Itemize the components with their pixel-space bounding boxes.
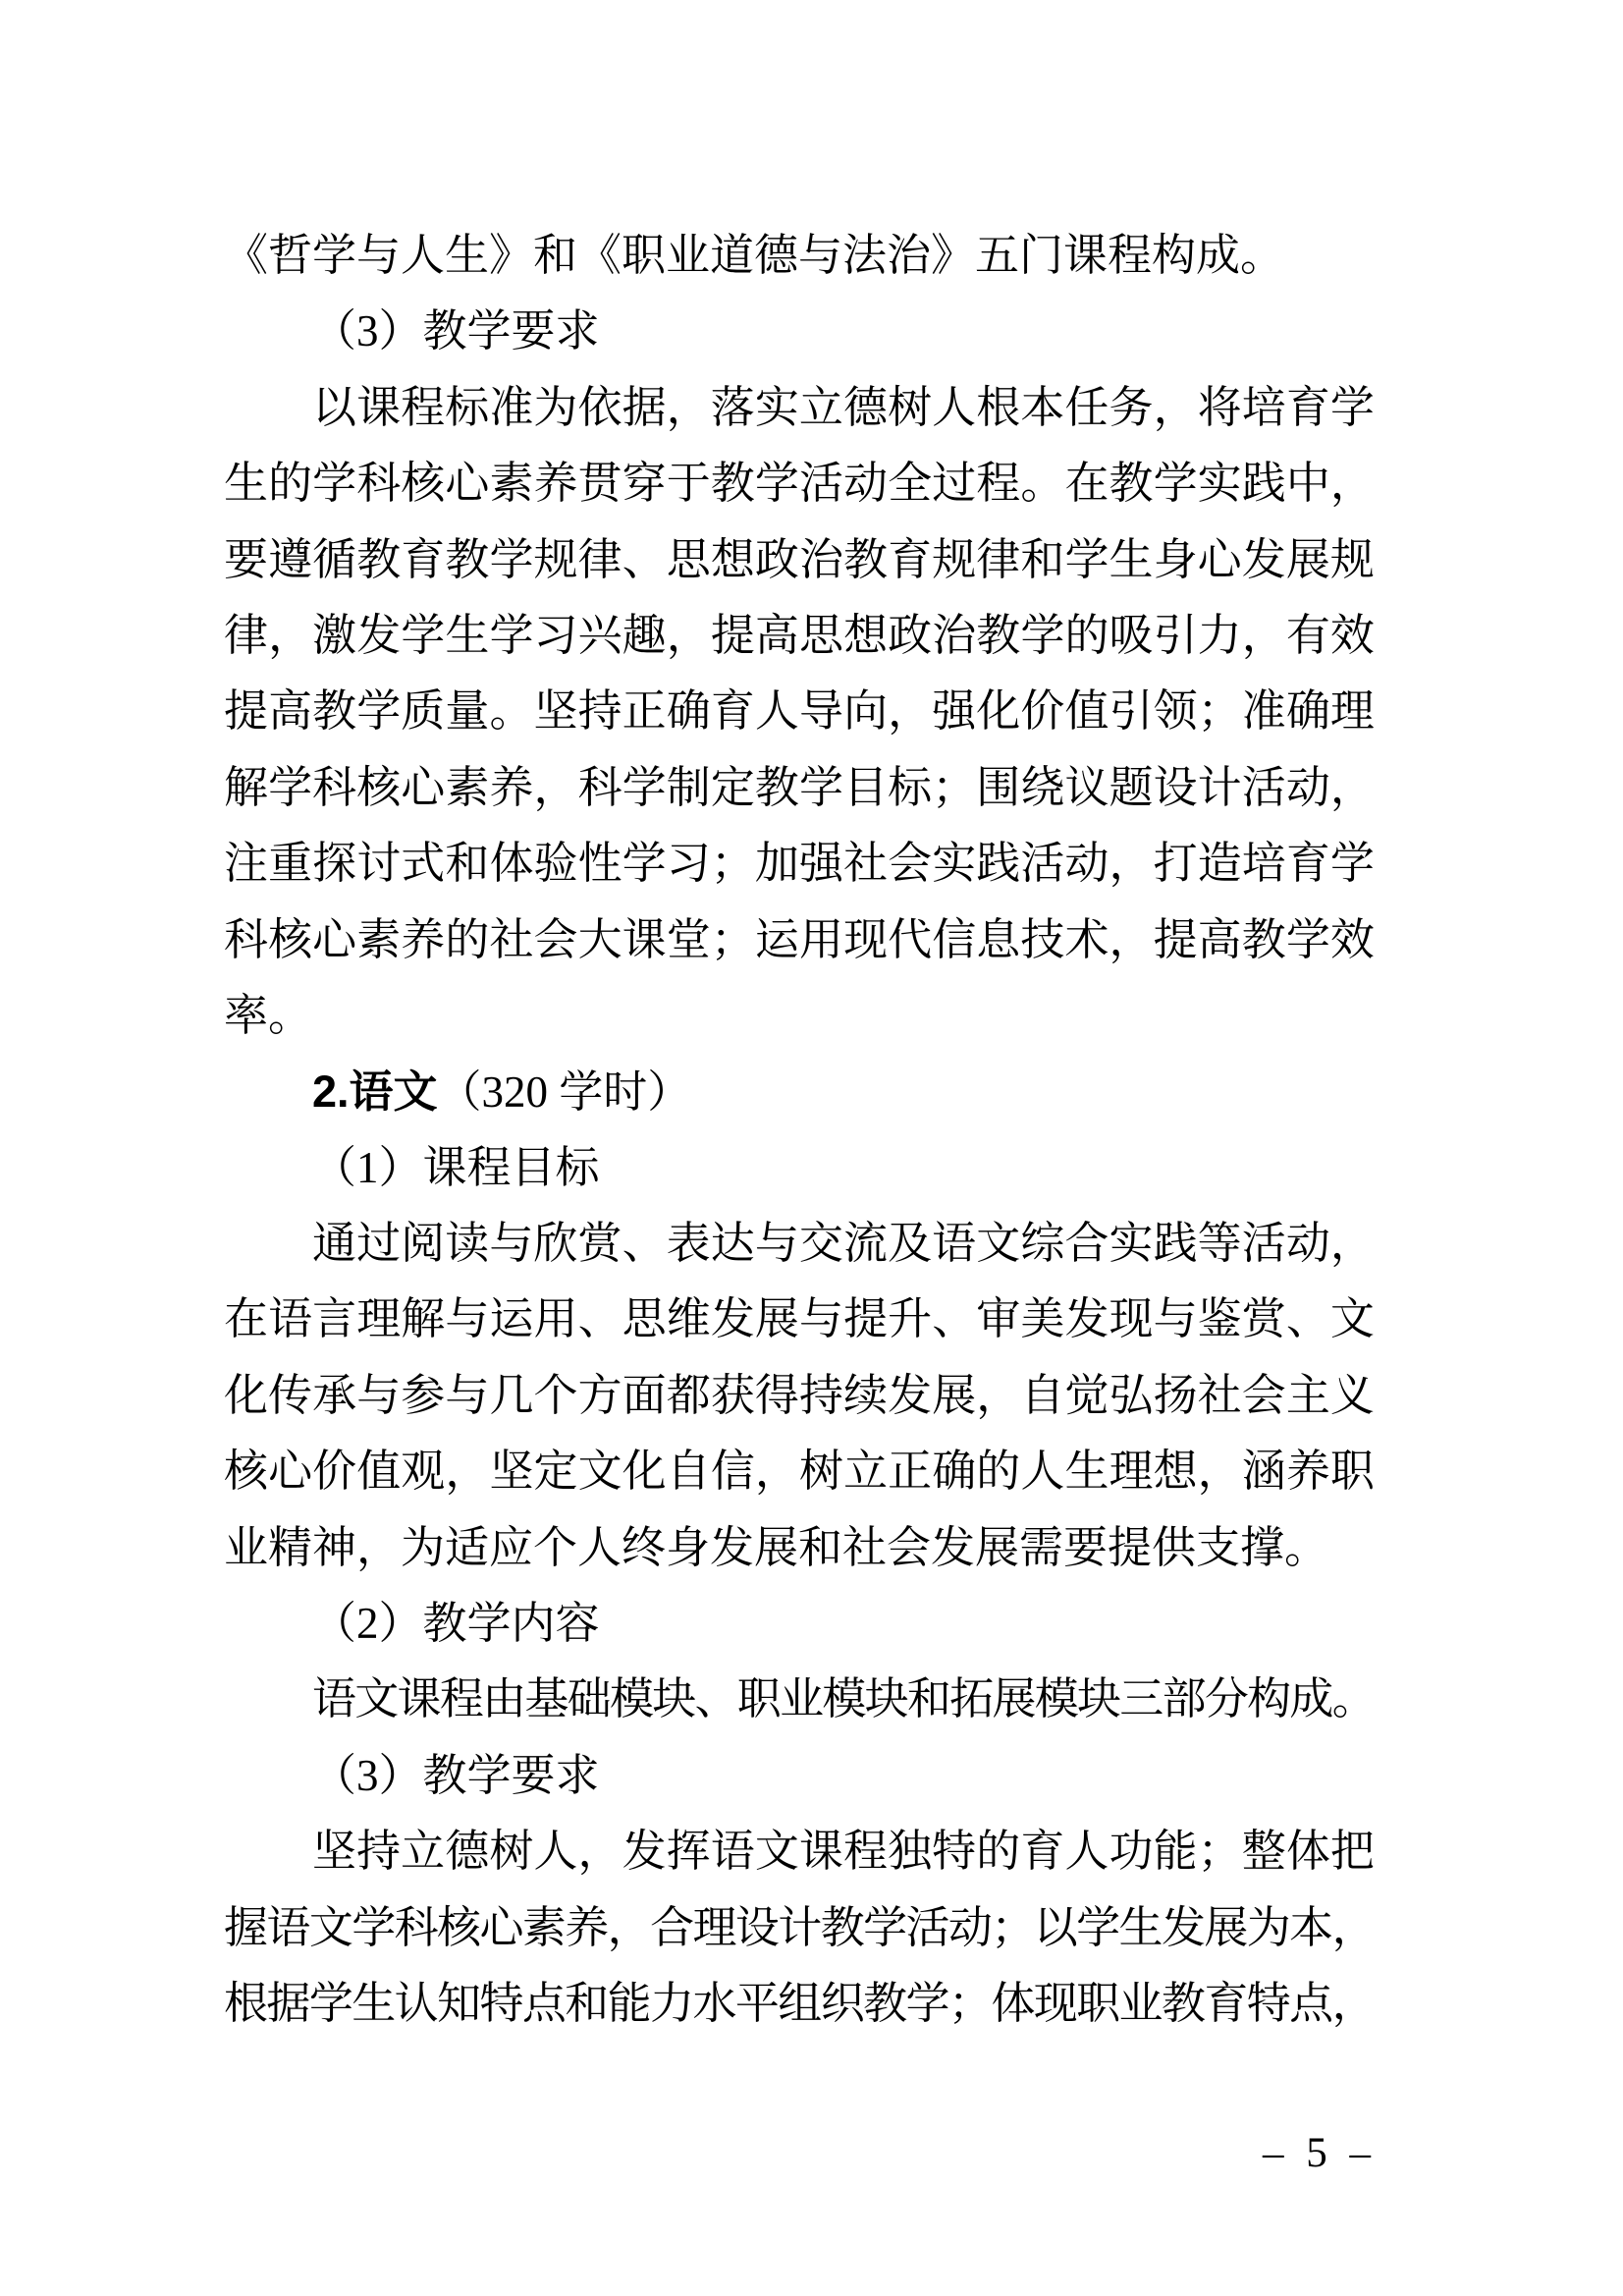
- line-text: 科核心素养的社会大课堂；运用现代信息技术，提高教学效: [224, 914, 1375, 964]
- text-line: [224, 1510, 1375, 1586]
- text-line: [224, 522, 1375, 598]
- text-line: [224, 1662, 1375, 1737]
- document-body: [224, 218, 1375, 2042]
- line-text: 业精神，为适应个人终身发展和社会发展需要提供支撑。: [224, 1522, 1329, 1572]
- text-line: [224, 1738, 1375, 1814]
- text-line: [224, 1358, 1375, 1434]
- text-line: [224, 1054, 1375, 1129]
- text-line: [224, 750, 1375, 826]
- line-text: 语文课程由基础模块、职业模块和拓展模块三部分构成。: [312, 1674, 1375, 1724]
- line-text: 生的学科核心素养贯穿于教学活动全过程。在教学实践中，: [224, 459, 1375, 509]
- text-line: [224, 674, 1375, 749]
- line-text: （3）教学要求: [312, 306, 600, 356]
- text-line: [224, 370, 1375, 446]
- line-text: 核心价值观，坚定文化自信，树立正确的人生理想，涵养职: [224, 1447, 1375, 1497]
- heading-bold-text: 2.语文: [312, 1066, 438, 1118]
- text-line: [224, 1890, 1375, 1966]
- page-number: – 5 –: [1263, 2130, 1377, 2176]
- text-line: [224, 978, 1375, 1054]
- line-text: 通过阅读与欣赏、表达与交流及语文综合实践等活动，: [312, 1219, 1375, 1269]
- line-text: 提高教学质量。坚持正确育人导向，强化价值引领；准确理: [224, 686, 1375, 737]
- text-line: [224, 294, 1375, 369]
- line-text: 率。: [224, 990, 313, 1040]
- text-line: [224, 218, 1375, 294]
- line-text: 根据学生认知特点和能力水平组织教学；体现职业教育特点，: [224, 1978, 1375, 2028]
- text-line: [224, 1206, 1375, 1282]
- line-text: 要遵循教育教学规律、思想政治教育规律和学生身心发展规: [224, 534, 1375, 584]
- text-line: [224, 1282, 1375, 1357]
- text-line: [224, 902, 1375, 978]
- text-line: [224, 1966, 1375, 2042]
- line-text: 以课程标准为依据，落实立德树人根本任务，将培育学: [312, 382, 1375, 432]
- line-text: （2）教学内容: [312, 1599, 600, 1649]
- text-line: [224, 446, 1375, 521]
- line-text: 在语言理解与运用、思维发展与提升、审美发现与鉴赏、文: [224, 1294, 1375, 1344]
- line-text: （320 学时）: [437, 1067, 692, 1118]
- text-line: [224, 1130, 1375, 1206]
- line-text: 《哲学与人生》和《职业道德与法治》五门课程构成。: [224, 231, 1285, 280]
- line-text: 注重探讨式和体验性学习；加强社会实践活动，打造培育学: [224, 839, 1375, 889]
- line-text: （1）课程目标: [312, 1142, 600, 1192]
- text-line: [224, 1814, 1375, 1889]
- text-line: [224, 1434, 1375, 1509]
- text-line: [224, 1586, 1375, 1662]
- text-line: [224, 598, 1375, 674]
- line-text: 律，激发学生学习兴趣，提高思想政治教学的吸引力，有效: [224, 610, 1375, 660]
- line-text: （3）教学要求: [312, 1750, 600, 1800]
- line-text: 坚持立德树人，发挥语文课程独特的育人功能；整体把: [312, 1827, 1375, 1877]
- line-text: 化传承与参与几个方面都获得持续发展，自觉弘扬社会主义: [224, 1370, 1375, 1420]
- line-text: 握语文学科核心素养，合理设计教学活动；以学生发展为本，: [224, 1902, 1375, 1952]
- line-text: 解学科核心素养，科学制定教学目标；围绕议题设计活动，: [224, 762, 1375, 812]
- text-line: [224, 826, 1375, 902]
